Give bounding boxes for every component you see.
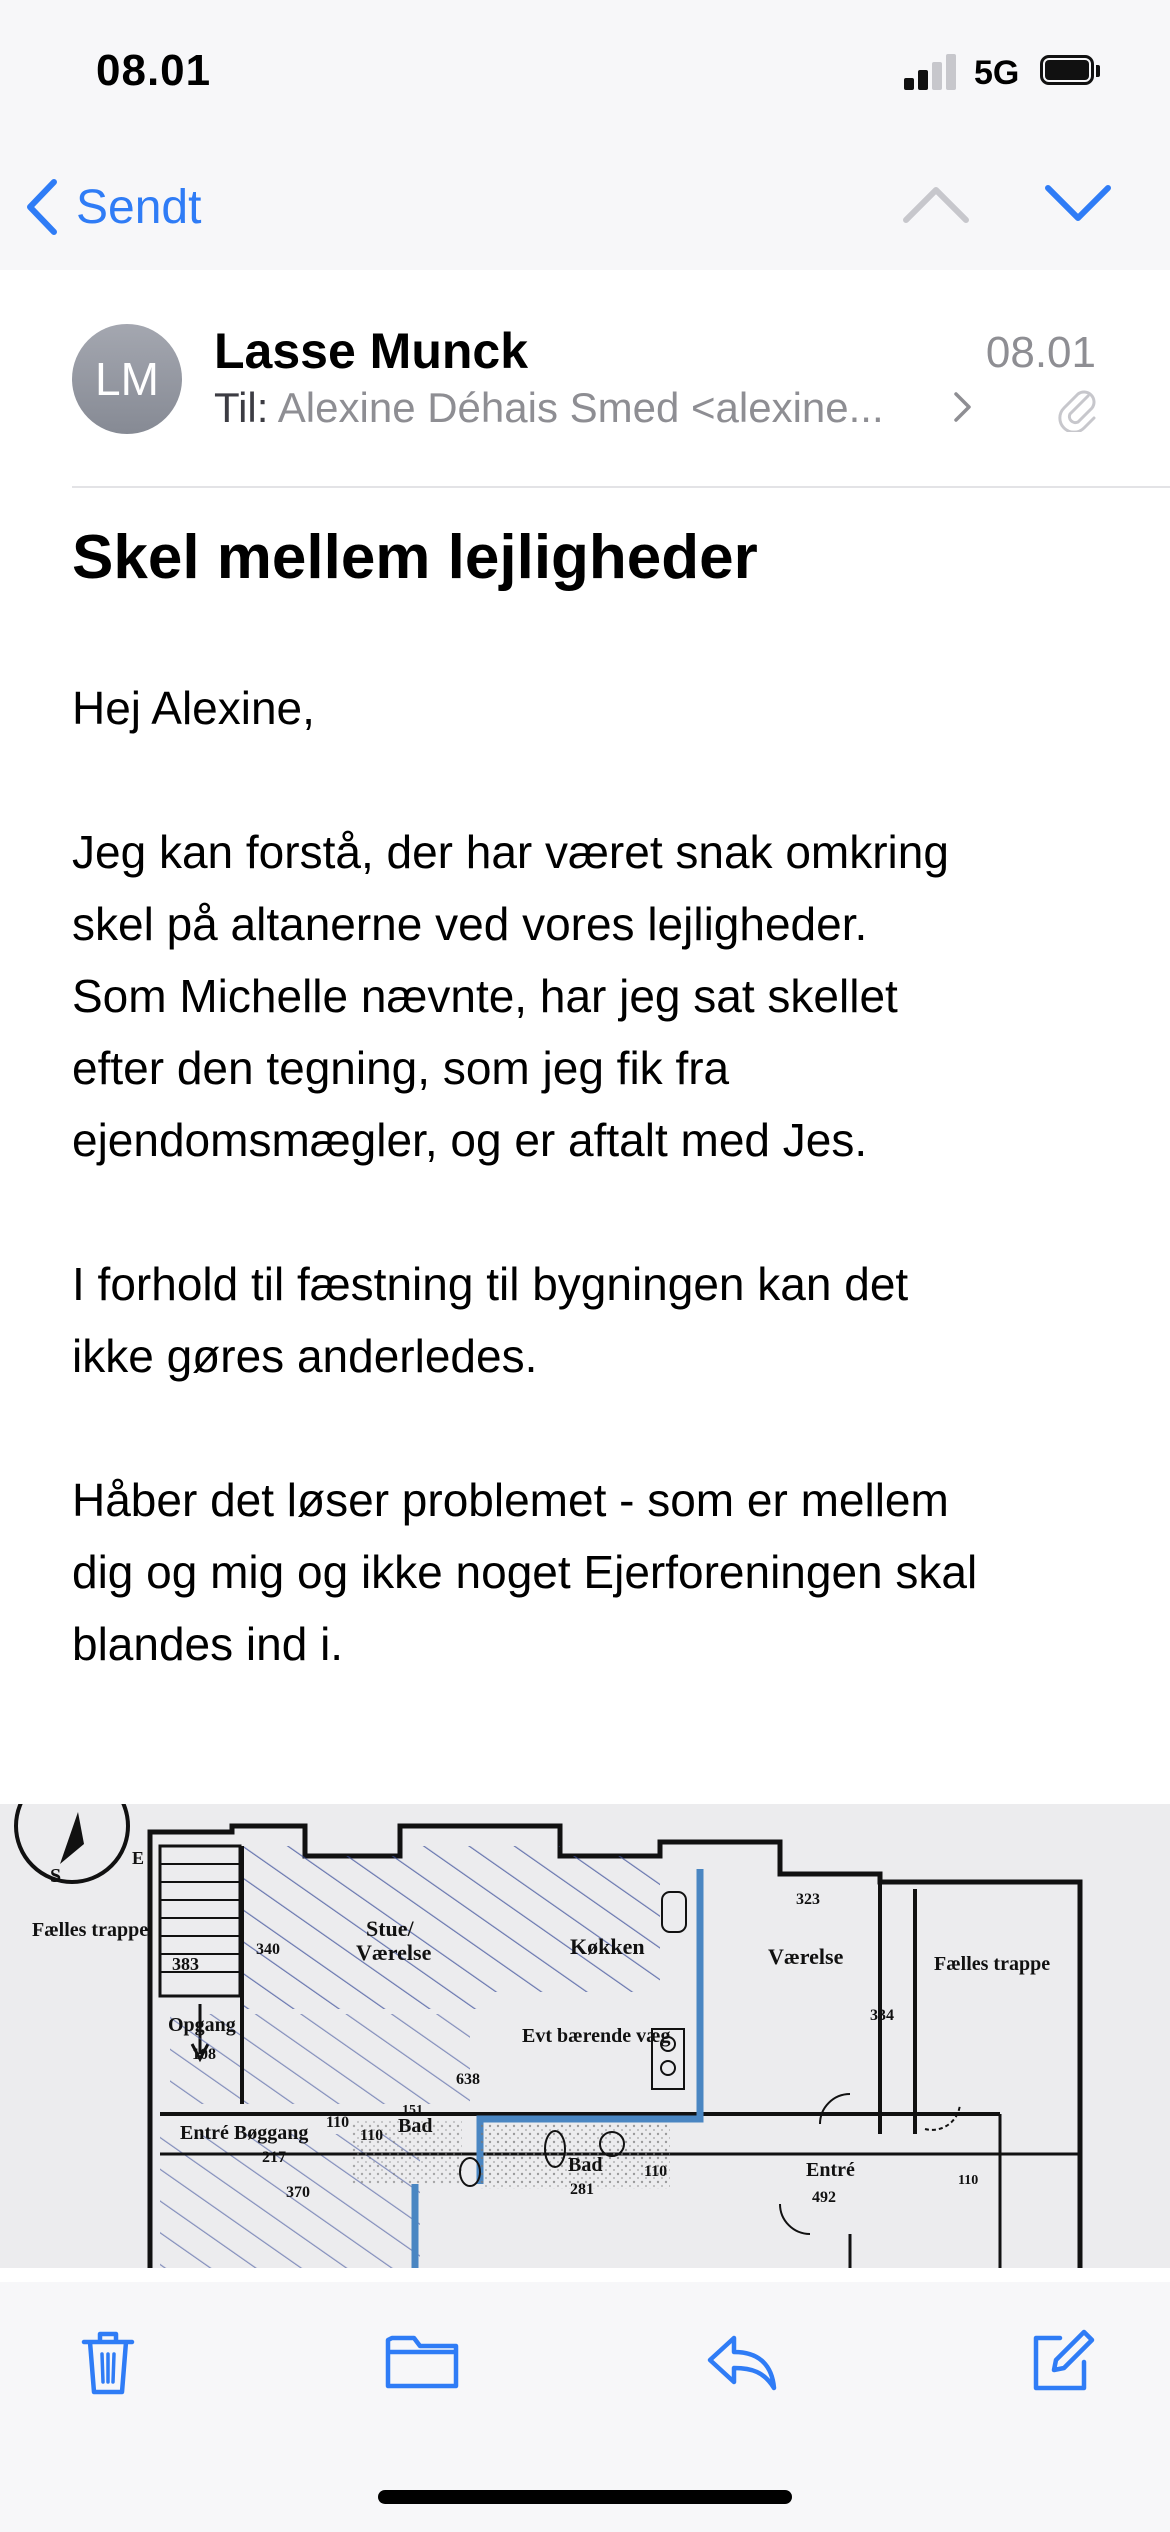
plan-label: Opgang bbox=[168, 2014, 236, 2036]
paperclip-icon bbox=[1058, 388, 1098, 432]
plan-label: 108 bbox=[192, 2046, 216, 2063]
plan-label: 383 bbox=[172, 1954, 199, 1974]
plan-label: 110 bbox=[958, 2173, 979, 2188]
status-time: 08.01 bbox=[96, 46, 212, 95]
compass-s-label: S bbox=[50, 1865, 62, 1887]
plan-label: Køkken bbox=[570, 1934, 645, 1959]
body-line: ejendomsmægler, og er aftalt med Jes. bbox=[72, 1114, 868, 1166]
plan-label: Entré bbox=[806, 2159, 855, 2181]
body-line: Jeg kan forstå, der har været snak omkring bbox=[72, 826, 949, 878]
to-label: Til: bbox=[214, 384, 269, 431]
plan-label: Stue/ bbox=[366, 1916, 414, 1941]
plan-label: 334 bbox=[870, 2007, 894, 2024]
plan-label: 110 bbox=[326, 2114, 350, 2131]
plan-label: Entré Bøggang bbox=[180, 2122, 309, 2144]
reply-icon[interactable] bbox=[704, 2328, 778, 2394]
body-line: efter den tegning, som jeg fik fra bbox=[72, 1042, 730, 1094]
plan-label: Værelse bbox=[356, 1940, 432, 1965]
plan-label: Fælles trappe bbox=[32, 1919, 149, 1941]
paragraph-2 bbox=[72, 1248, 1132, 1392]
paragraph-1 bbox=[72, 816, 1132, 1176]
body-line: skel på altanerne ved vores lejligheder. bbox=[72, 898, 868, 950]
plan-label: 151 bbox=[402, 2103, 423, 2118]
plan-label: 217 bbox=[262, 2149, 286, 2166]
plan-label: 638 bbox=[456, 2071, 480, 2088]
signal-icon bbox=[904, 54, 960, 90]
battery-icon bbox=[1040, 55, 1100, 87]
chevron-right-icon[interactable] bbox=[952, 390, 974, 424]
message-date: 08.01 bbox=[985, 328, 1096, 377]
plan-label: Evt bærende væg bbox=[522, 2025, 671, 2047]
plan-label: Bad bbox=[398, 2115, 433, 2137]
plan-label: 340 bbox=[256, 1941, 280, 1958]
floorplan-image[interactable] bbox=[0, 1804, 1170, 2268]
status-bar bbox=[0, 0, 1170, 150]
body-line: I forhold til fæstning til bygningen kan det bbox=[72, 1258, 909, 1310]
avatar[interactable] bbox=[72, 324, 182, 434]
plan-label: 492 bbox=[812, 2189, 836, 2206]
paragraph-3 bbox=[72, 1464, 1132, 1680]
folder-icon[interactable] bbox=[384, 2328, 460, 2394]
network-type: 5G bbox=[974, 54, 1020, 92]
back-label: Sendt bbox=[76, 180, 202, 234]
plan-label: Fælles trappe bbox=[934, 1953, 1051, 1975]
plan-label: 370 bbox=[286, 2184, 310, 2201]
back-button[interactable] bbox=[24, 172, 201, 242]
body-line: dig og mig og ikke noget Ejerforeningen skal bbox=[72, 1546, 978, 1598]
chevron-down-icon[interactable] bbox=[1044, 178, 1112, 228]
plan-label: Bad bbox=[568, 2154, 603, 2176]
plan-label: Værelse bbox=[768, 1944, 844, 1969]
body-line: Som Michelle nævnte, har jeg sat skellet bbox=[72, 970, 898, 1022]
sender-name[interactable]: Lasse Munck bbox=[214, 323, 529, 379]
recipient-row[interactable] bbox=[214, 384, 884, 432]
avatar-initials: LM bbox=[95, 353, 159, 405]
plan-label: 110 bbox=[644, 2163, 668, 2180]
navigation-bar bbox=[0, 150, 1170, 270]
body-line: ikke gøres anderledes. bbox=[72, 1330, 538, 1382]
compose-icon[interactable] bbox=[1026, 2328, 1096, 2398]
chevron-up-icon[interactable] bbox=[902, 178, 970, 228]
header-divider bbox=[72, 486, 1170, 488]
plan-label: 281 bbox=[570, 2181, 594, 2198]
chevron-left-icon bbox=[24, 178, 58, 236]
message-subject: Skel mellem lejligheder bbox=[72, 523, 758, 592]
message-body bbox=[72, 672, 1132, 1752]
compass-e-label: E bbox=[132, 1848, 145, 1868]
home-indicator[interactable] bbox=[378, 2490, 792, 2504]
plan-label: 323 bbox=[796, 1891, 820, 1908]
greeting: Hej Alexine, bbox=[72, 682, 315, 734]
body-line: blandes ind i. bbox=[72, 1618, 344, 1670]
recipient-value: Alexine Déhais Smed <alexine... bbox=[277, 384, 884, 431]
body-line: Håber det løser problemet - som er mellem bbox=[72, 1474, 949, 1526]
message-view bbox=[0, 272, 1170, 2268]
plan-label: 110 bbox=[360, 2127, 384, 2144]
trash-icon[interactable] bbox=[78, 2328, 138, 2398]
